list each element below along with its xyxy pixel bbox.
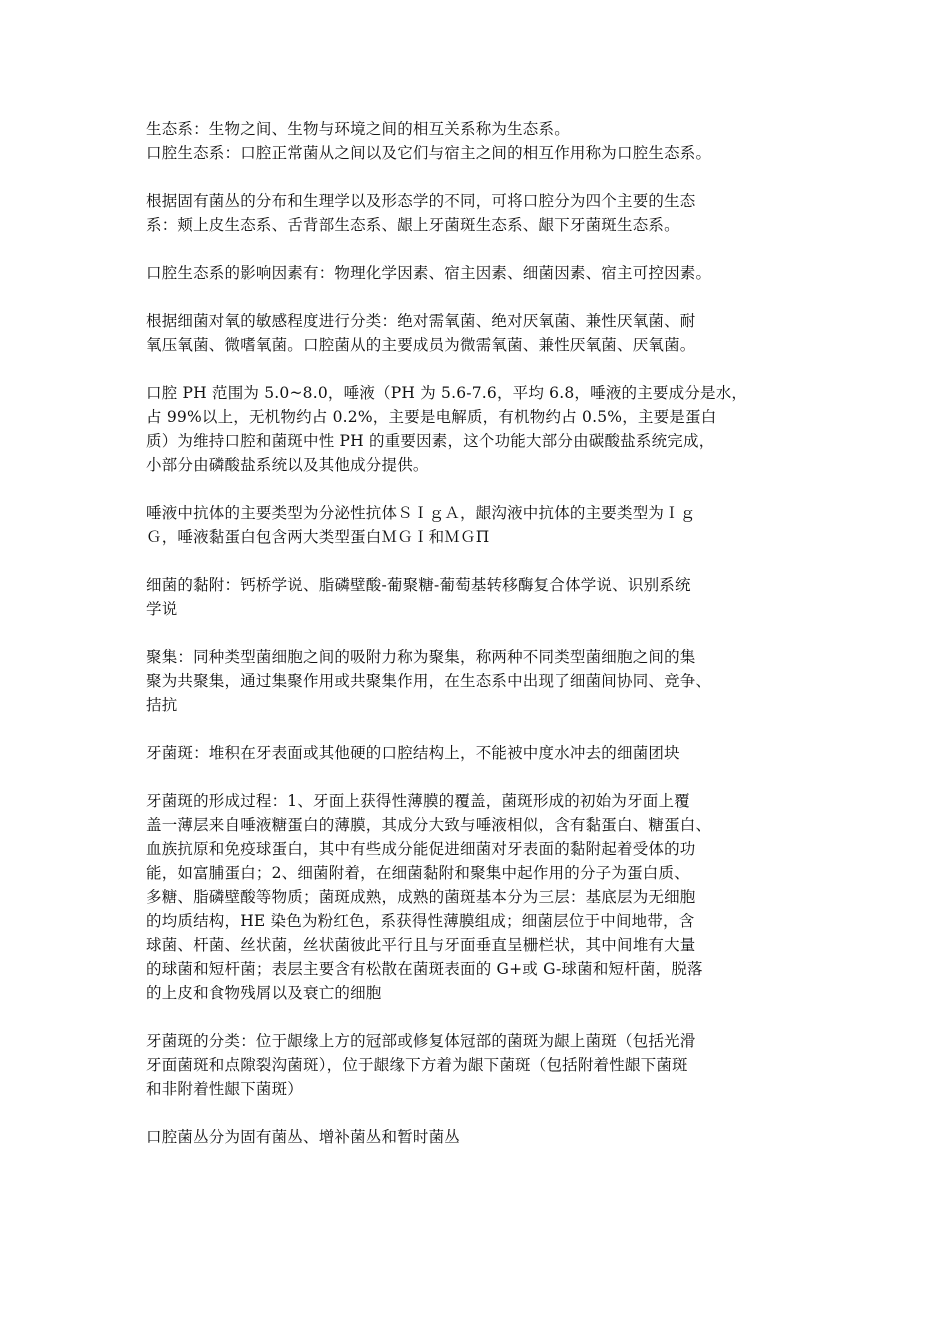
paragraph-antibodies (146, 501, 818, 549)
text-line: 根据细菌对氧的敏感程度进行分类：绝对需氧菌、绝对厌氧菌、兼性厌氧菌、耐 (146, 312, 696, 330)
paragraph-plaque-classification (146, 1029, 818, 1101)
paragraph-aggregation (146, 645, 818, 717)
text-line: 血族抗原和免疫球蛋白，其中有些成分能促进细菌对牙表面的黏附起着受体的功 (146, 840, 696, 858)
text-line: 能，如富脯蛋白；2、细菌附着，在细菌黏附和聚集中起作用的分子为蛋白质、 (146, 864, 690, 882)
text-line: 系：颊上皮生态系、舌背部生态系、龈上牙菌斑生态系、龈下牙菌斑生态系。 (146, 216, 680, 234)
paragraph-oral-flora-types (146, 1125, 818, 1149)
paragraph-oral-ph (146, 381, 818, 477)
paragraph-dental-plaque-definition (146, 741, 818, 765)
document-page (146, 117, 818, 1173)
text-line: 牙菌斑的形成过程：1、牙面上获得性薄膜的覆盖，菌斑形成的初始为牙面上覆 (146, 792, 690, 810)
text-line: 多糖、脂磷壁酸等物质；菌斑成熟，成熟的菌斑基本分为三层：基底层为无细胞 (146, 888, 696, 906)
text-line: 氧压氧菌、微嗜氧菌。口腔菌从的主要成员为微需氧菌、兼性厌氧菌、厌氧菌。 (146, 336, 696, 354)
text-line: 占 99%以上，无机物约占 0.2%，主要是电解质，有机物约占 0.5%，主要是蛋白 (146, 408, 717, 426)
text-line: 盖一薄层来自唾液糖蛋白的薄膜，其成分大致与唾液相似，含有黏蛋白、糖蛋白、 (146, 816, 712, 834)
paragraph-oxygen-classification (146, 309, 818, 357)
text-line: 根据固有菌丛的分布和生理学以及形态学的不同，可将口腔分为四个主要的生态 (146, 192, 696, 210)
text-line: 生态系：生物之间、生物与环境之间的相互关系称为生态系。 (146, 120, 570, 138)
paragraph-four-ecosystems (146, 189, 818, 237)
text-line: 唾液中抗体的主要类型为分泌性抗体ＳＩｇＡ，龈沟液中抗体的主要类型为Ｉｇ (146, 504, 696, 522)
text-line: 牙菌斑：堆积在牙表面或其他硬的口腔结构上，不能被中度水冲去的细菌团块 (146, 744, 680, 762)
paragraph-plaque-formation (146, 789, 818, 1005)
paragraph-bacterial-adhesion (146, 573, 818, 621)
text-line: 的球菌和短杆菌；表层主要含有松散在菌斑表面的 G+或 G-球菌和短杆菌，脱落 (146, 960, 703, 978)
text-line: 牙菌斑的分类：位于龈缘上方的冠部或修复体冠部的菌斑为龈上菌斑（包括光滑 (146, 1032, 696, 1050)
text-line: 聚为共聚集，通过集聚作用或共聚集作用，在生态系中出现了细菌间协同、竞争、 (146, 672, 712, 690)
text-line: 口腔生态系的影响因素有：物理化学因素、宿主因素、细菌因素、宿主可控因素。 (146, 264, 712, 282)
text-line: 牙面菌斑和点隙裂沟菌斑），位于龈缘下方着为龈下菌斑（包括附着性龈下菌斑 (146, 1056, 688, 1074)
text-line: 和非附着性龈下菌斑） (146, 1080, 304, 1098)
paragraph-ecosystem-definition (146, 117, 818, 165)
text-line: 拮抗 (146, 696, 178, 714)
text-line: 球菌、杆菌、丝状菌，丝状菌彼此平行且与牙面垂直呈栅栏状，其中间堆有大量 (146, 936, 696, 954)
text-line: 细菌的黏附：钙桥学说、脂磷壁酸-葡聚糖-葡萄基转移酶复合体学说、识别系统 (146, 576, 691, 594)
text-line: 的上皮和食物残屑以及衰亡的细胞 (146, 984, 382, 1002)
paragraph-influencing-factors (146, 261, 818, 285)
text-line: 口腔 PH 范围为 5.0~8.0，唾液（PH 为 5.6-7.6，平均 6.8，唾液的主要成分是水， (146, 384, 748, 402)
text-line: 口腔菌丛分为固有菌丛、增补菌丛和暂时菌丛 (146, 1128, 461, 1146)
text-line: 小部分由磷酸盐系统以及其他成分提供。 (146, 456, 429, 474)
text-line: Ｇ，唾液黏蛋白包含两大类型蛋白ＭＧＩ和ＭＧΠ (146, 528, 490, 546)
text-line: 的均质结构，HE 染色为粉红色，系获得性薄膜组成；细菌层位于中间地带，含 (146, 912, 695, 930)
text-line: 口腔生态系：口腔正常菌从之间以及它们与宿主之间的相互作用称为口腔生态系。 (146, 144, 712, 162)
text-line: 聚集：同种类型菌细胞之间的吸附力称为聚集，称两种不同类型菌细胞之间的集 (146, 648, 696, 666)
text-line: 学说 (146, 600, 178, 618)
text-line: 质）为维持口腔和菌斑中性 PH 的重要因素，这个功能大部分由碳酸盐系统完成， (146, 432, 715, 450)
